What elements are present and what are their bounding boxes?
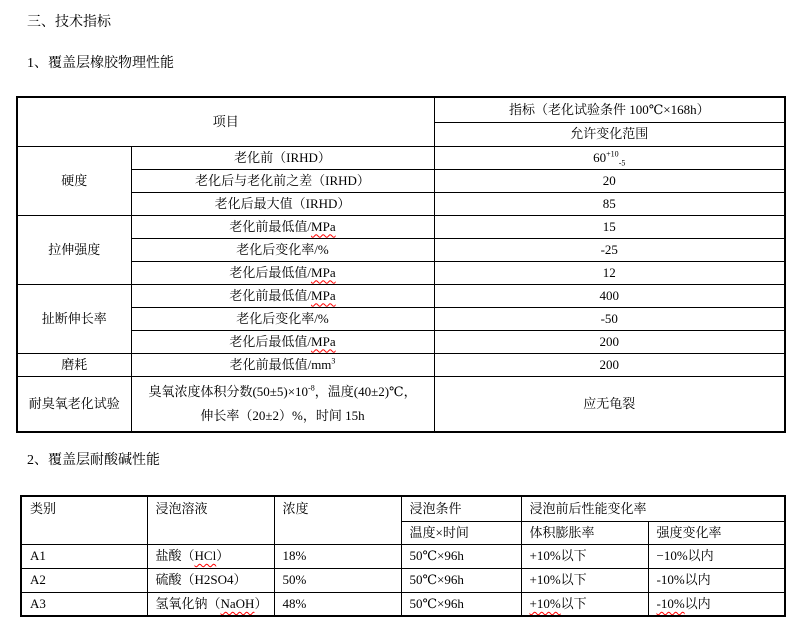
t1-header-indicator: 指标（老化试验条件 100℃×168h） [434,97,785,122]
t1-ozone-conditions [131,376,434,432]
t1-item-tensile-min-after [131,261,434,284]
table-row [17,146,785,169]
page-title: 三、技术指标 [27,15,111,30]
chemical-formula: NaOH [220,595,255,611]
t2-a1-solution [147,544,274,568]
t2-header-temp-time: 温度×时间 [401,521,521,544]
t1-group-ozone-aging-test: 耐臭氧老化试验 [17,376,131,432]
table-row [17,97,785,122]
section1-heading: 1、覆盖层橡胶物理性能 [27,56,174,71]
t1-value-hardness-diff: 20 [434,169,785,192]
t1-item-tensile-min-before [131,215,434,238]
t2-a1-volume-expansion: +10%以下 [521,544,648,568]
t1-group-abrasion: 磨耗 [17,353,131,376]
table-acid-alkali-resistance [20,495,786,617]
t1-value-tensile-min-after: 12 [434,261,785,284]
unit-mpa: MPa [311,264,336,280]
tolerance-upper: +10 [606,149,619,159]
item-label: 老化后最低值/ [229,333,312,349]
t2-header-solution: 浸泡溶液 [147,496,274,544]
t2-a2-concentration: 50% [274,568,401,592]
t2-header-category: 类别 [21,496,147,544]
t1-value-elongation-min-before: 400 [434,284,785,307]
cond-text: 臭氧浓度体积分数(50±5)×10 [148,383,309,399]
t2-a3-concentration: 48% [274,592,401,616]
t2-a2-solution: 硫酸（H2SO4） [147,568,274,592]
t1-item-hardness-max: 老化后最大值（IRHD） [131,192,434,215]
chemical-formula: HCl [194,548,217,563]
table-row [17,376,785,432]
table-row [21,592,785,616]
table-row [17,261,785,284]
tolerance-base: 60 [593,149,607,165]
item-label: 老化后最低值/ [229,264,312,280]
percent-value: +10% [529,595,561,611]
t2-a1-condition: 50℃×96h [401,544,521,568]
cond-text: ，温度(40±2)℃， [314,383,417,399]
table-row [21,496,785,521]
t1-value-elongation-change-rate: -50 [434,307,785,330]
t1-value-hardness-before-aging [434,146,785,169]
t2-a3-strength-change [648,592,785,616]
exponent: -8 [308,383,315,393]
t2-a3-volume-expansion [521,592,648,616]
solution-name: 盐酸（ [155,548,195,563]
table-rubber-physical-properties [16,96,786,433]
solution-name: ） [254,595,268,611]
ozone-cond-line1 [148,384,416,399]
t2-a2-strength-change: -10%以内 [648,568,785,592]
item-label: 老化前最低值/ [229,218,312,234]
t1-group-tensile-strength: 拉伸强度 [17,215,131,284]
t2-header-strength-change: 强度变化率 [648,521,785,544]
t1-value-hardness-max: 85 [434,192,785,215]
table-row [21,544,785,568]
unit-mpa: MPa [311,287,336,303]
t1-value-ozone-result: 应无龟裂 [434,376,785,432]
t1-item-hardness-diff: 老化后与老化前之差（IRHD） [131,169,434,192]
t2-a3-id: A3 [21,592,147,616]
t2-a3-solution [147,592,274,616]
t2-header-volume-expansion: 体积膨胀率 [521,521,648,544]
table-row [17,169,785,192]
table-row [17,330,785,353]
section2-heading: 2、覆盖层耐酸碱性能 [27,453,160,468]
item-label: 老化前最低值/mm [229,356,332,372]
t1-item-elongation-min-after [131,330,434,353]
table-row [17,215,785,238]
t2-a2-id: A2 [21,568,147,592]
t2-a1-concentration: 18% [274,544,401,568]
t1-header-item: 项目 [17,97,434,146]
value-suffix: 以下 [560,595,587,611]
t1-group-hardness: 硬度 [17,146,131,215]
t2-a1-id: A1 [21,544,147,568]
table-row [17,284,785,307]
t2-a3-condition: 50℃×96h [401,592,521,616]
t2-a2-condition: 50℃×96h [401,568,521,592]
table-row [17,238,785,261]
t1-value-abrasion: 200 [434,353,785,376]
t1-item-elongation-min-before [131,284,434,307]
table-row [17,192,785,215]
value-suffix: 以内 [684,595,711,611]
ozone-cond-line2: 伸长率（20±2）%，时间 15h [200,407,365,423]
t1-value-tensile-min-before: 15 [434,215,785,238]
table-row [17,353,785,376]
t2-header-concentration: 浓度 [274,496,401,544]
t1-item-elongation-change-rate: 老化后变化率/% [131,307,434,330]
t2-a1-strength-change: −10%以内 [648,544,785,568]
t1-value-elongation-min-after: 200 [434,330,785,353]
t1-group-elongation: 扯断伸长率 [17,284,131,353]
t1-item-hardness-before-aging: 老化前（IRHD） [131,146,434,169]
t2-header-condition: 浸泡条件 [401,496,521,521]
t2-a2-volume-expansion: +10%以下 [521,568,648,592]
t1-item-tensile-change-rate: 老化后变化率/% [131,238,434,261]
item-label: 老化前最低值/ [229,287,312,303]
t1-header-allowed-range: 允许变化范围 [434,122,785,146]
unit-mpa: MPa [311,218,336,234]
t1-value-tensile-change-rate: -25 [434,238,785,261]
percent-value: -10% [656,595,685,611]
solution-name: ） [216,548,230,563]
unit-exponent: 3 [331,356,336,366]
table-row [17,307,785,330]
t1-item-abrasion [131,353,434,376]
unit-mpa: MPa [311,333,336,349]
t2-header-change-rate: 浸泡前后性能变化率 [521,496,785,521]
tolerance-lower: -5 [618,158,626,168]
solution-name: 氢氧化钠（ [155,595,221,611]
table-row [21,568,785,592]
